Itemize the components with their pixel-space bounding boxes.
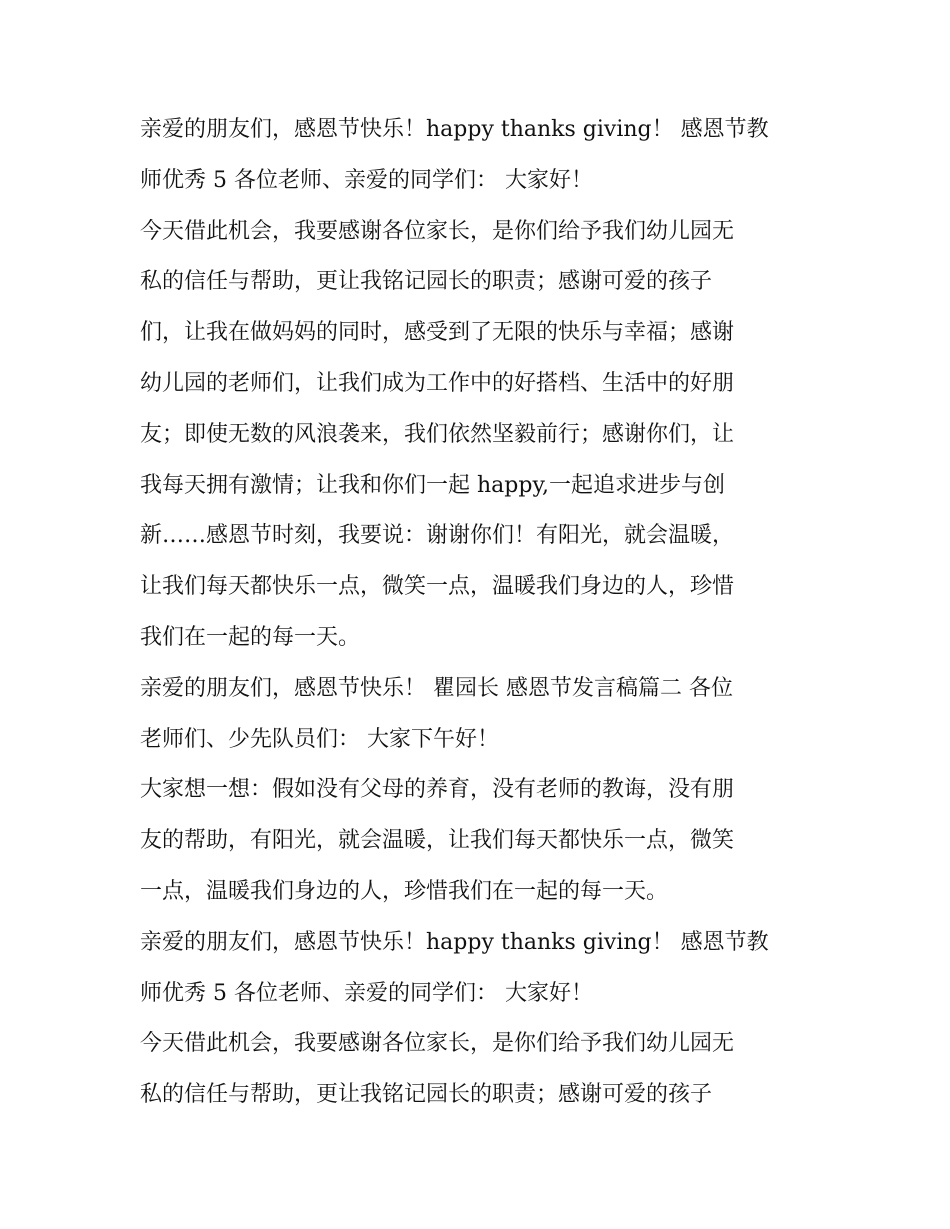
text-line: 私的信任与帮助，更让我铭记园长的职责；感谢可爱的孩子 <box>140 1082 713 1108</box>
text-line: 私的信任与帮助，更让我铭记园长的职责；感谢可爱的孩子 <box>140 269 713 295</box>
text-line: 老师们、少先队员们： 大家下午好！ <box>140 726 499 752</box>
text-line: 大家想一想：假如没有父母的养育，没有老师的教诲，没有朋 <box>140 777 735 803</box>
text-line: 幼儿园的老师们，让我们成为工作中的好搭档、生活中的好朋 <box>140 370 735 396</box>
text-line: 师优秀 5 各位老师、亲爱的同学们： 大家好！ <box>140 980 593 1006</box>
text-line: 新……感恩节时刻，我要说：谢谢你们！有阳光，就会温暖， <box>140 523 735 549</box>
text-line: 们，让我在做妈妈的同时，感受到了无限的快乐与幸福；感谢 <box>140 320 735 346</box>
text-line: 友；即使无数的风浪袭来，我们依然坚毅前行；感谢你们，让 <box>140 421 735 447</box>
text-line: 亲爱的朋友们，感恩节快乐！happy thanks giving！ 感恩节教 <box>140 929 769 955</box>
text-line: 我们在一起的每一天。 <box>140 624 361 650</box>
text-line: 一点，温暖我们身边的人，珍惜我们在一起的每一天。 <box>140 878 669 904</box>
text-line: 我每天拥有激情；让我和你们一起 happy,一起追求进步与创 <box>140 472 725 498</box>
text-line: 今天借此机会，我要感谢各位家长，是你们给予我们幼儿园无 <box>140 218 735 244</box>
text-line: 今天借此机会，我要感谢各位家长，是你们给予我们幼儿园无 <box>140 1031 735 1057</box>
document-body <box>140 105 812 1121</box>
text-line: 让我们每天都快乐一点，微笑一点，温暖我们身边的人，珍惜 <box>140 574 735 600</box>
text-line: 师优秀 5 各位老师、亲爱的同学们： 大家好！ <box>140 167 593 193</box>
text-line: 友的帮助，有阳光，就会温暖，让我们每天都快乐一点，微笑 <box>140 828 735 854</box>
text-line: 亲爱的朋友们，感恩节快乐！ 瞿园长 感恩节发言稿篇二 各位 <box>140 675 733 701</box>
text-line: 亲爱的朋友们，感恩节快乐！happy thanks giving！ 感恩节教 <box>140 117 769 142</box>
